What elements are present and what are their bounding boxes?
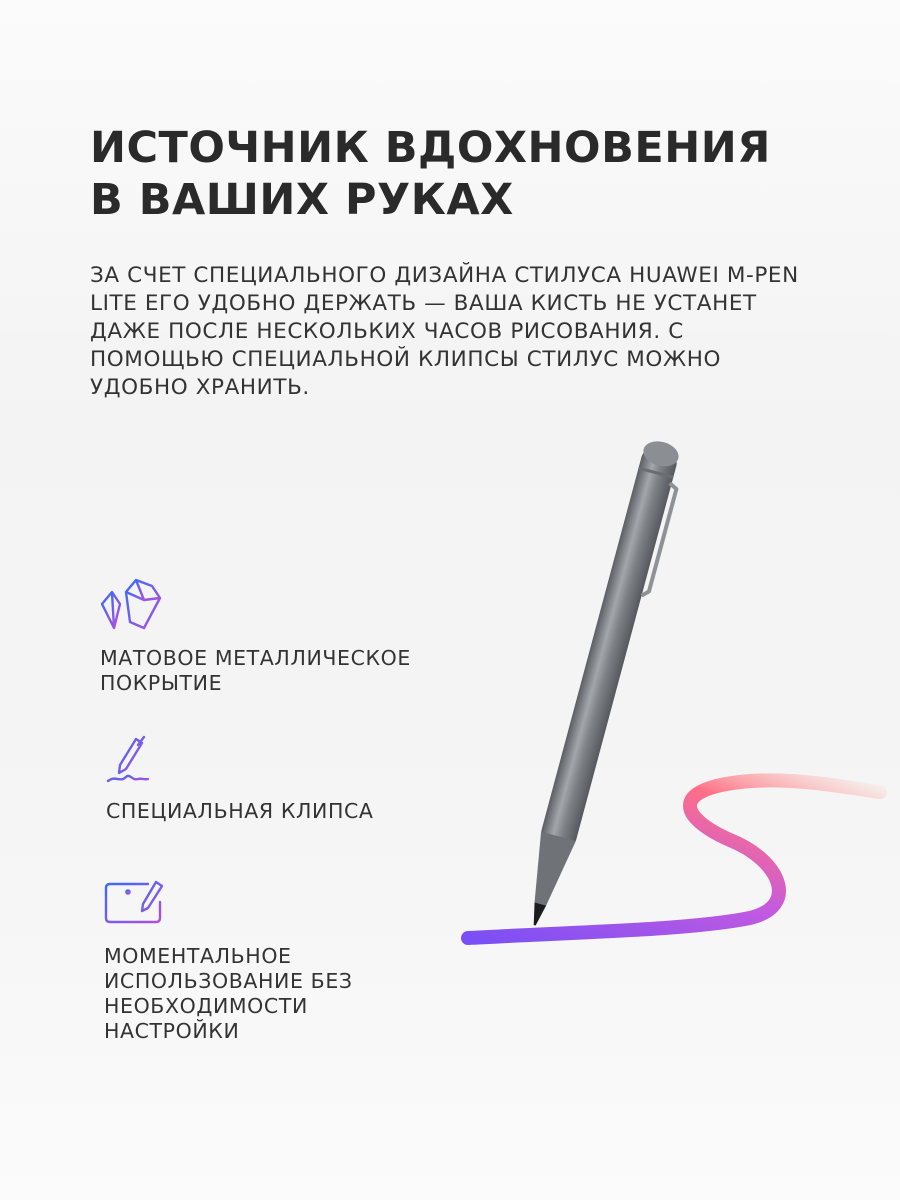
- title-line-1: ИСТОЧНИК ВДОХНОВЕНИЯ: [90, 123, 771, 173]
- stylus-pen-image: [430, 420, 890, 960]
- crystal-icon: [100, 578, 164, 632]
- feature-special-clip: [106, 735, 486, 824]
- paint-stroke: [468, 780, 880, 938]
- description: ЗА СЧЕТ СПЕЦИАЛЬНОГО ДИЗАЙНА СТИЛУСА HUAWEI M-PEN LITE ЕГО УДОБНО ДЕРЖАТЬ — ВАША КИСТЬ НЕ УСТАНЕТ ДАЖЕ ПОСЛЕ НЕСКОЛЬКИХ ЧАСОВ РИСОВАНИЯ. С ПОМОЩЬЮ СПЕЦИАЛЬНОЙ КЛИПСЫ СТИЛУС МОЖНО УДОБНО ХРАНИТЬ.: [90, 263, 799, 400]
- pen-signature-icon: [106, 735, 154, 785]
- title-line-2: В ВАШИХ РУКАХ: [90, 175, 514, 225]
- tablet-pen-icon: [104, 878, 168, 926]
- feature-label: СПЕЦИАЛЬНАЯ КЛИПСА: [106, 799, 374, 823]
- page-title: [90, 122, 850, 226]
- feature-label: МАТОВОЕ МЕТАЛЛИЧЕСКОЕ ПОКРЫТИЕ: [100, 646, 411, 695]
- feature-matte-coating: [100, 578, 480, 696]
- feature-instant-use: [104, 878, 444, 1044]
- feature-label: МОМЕНТАЛЬНОЕ ИСПОЛЬЗОВАНИЕ БЕЗ НЕОБХОДИМОСТИ НАСТРОЙКИ: [104, 944, 353, 1043]
